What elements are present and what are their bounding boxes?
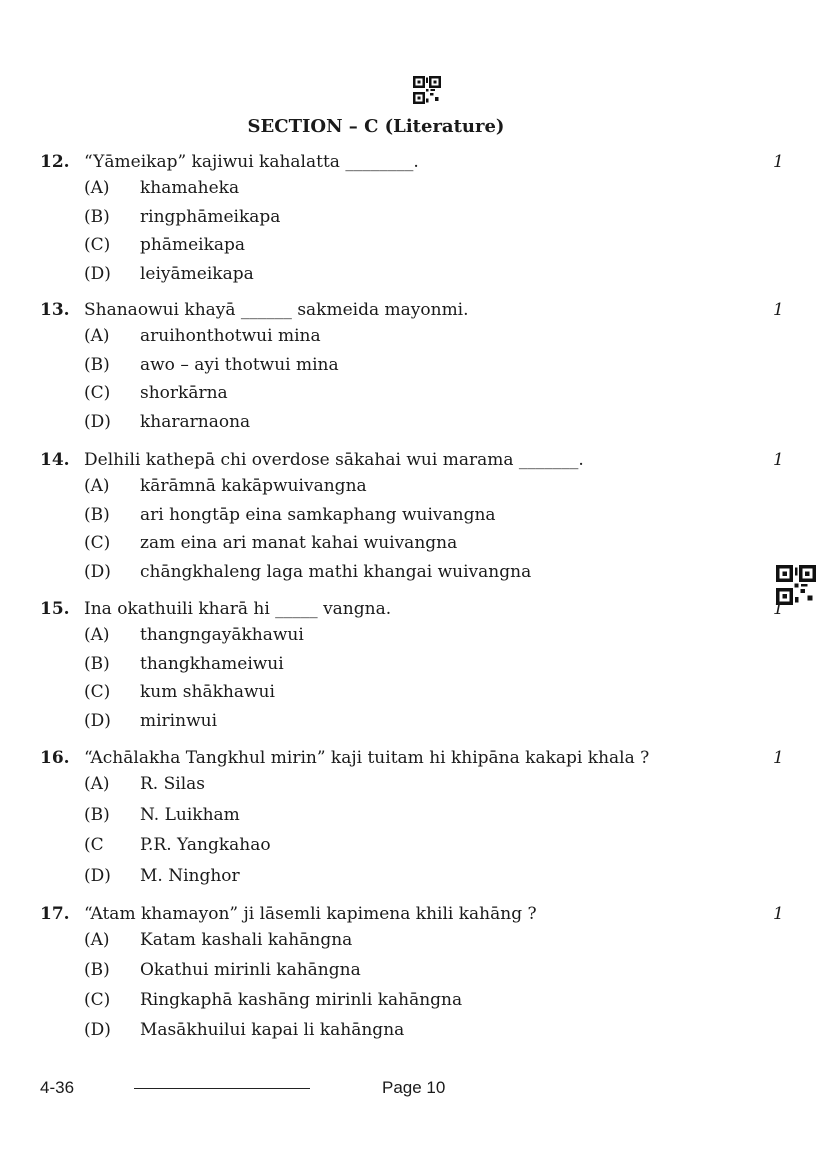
question-number: 12. xyxy=(40,152,70,172)
option-label: (C) xyxy=(84,990,111,1010)
option-text: kārāmnā kakāpwuivangna xyxy=(140,476,367,496)
option-text: zam eina ari manat kahai wuivangna xyxy=(140,533,458,553)
option-label: (B) xyxy=(84,960,110,980)
question-15 xyxy=(0,599,827,739)
option-text: leiyāmeikapa xyxy=(140,263,254,284)
question-16 xyxy=(0,748,827,896)
option-a xyxy=(0,178,827,207)
option-label: (B) xyxy=(84,206,110,227)
option-label: (C xyxy=(84,835,104,855)
option-text: N. Luikham xyxy=(140,804,240,825)
option-c xyxy=(0,682,827,711)
option-text: ari hongtāp eina samkaphang wuivangna xyxy=(140,504,496,525)
option-label: (C) xyxy=(84,383,111,403)
option-text: mirinwui xyxy=(140,710,218,731)
section-title: SECTION – C (Literature) xyxy=(247,116,505,137)
page-number: Page 10 xyxy=(382,1078,446,1097)
option-text: Okathui mirinli kahāngna xyxy=(140,960,361,980)
option-text: thangngayākhawui xyxy=(140,625,304,645)
option-label: (D) xyxy=(84,1020,111,1040)
option-label: (A) xyxy=(84,178,110,198)
option-d xyxy=(0,412,827,441)
question-marks: 1 xyxy=(773,599,784,619)
option-b xyxy=(0,207,827,236)
option-text: R. Silas xyxy=(140,774,205,794)
option-a xyxy=(0,476,827,505)
footer-rule xyxy=(134,1088,310,1089)
option-label: (B) xyxy=(84,653,110,674)
question-number: 14. xyxy=(40,450,70,470)
option-text: aruihonthotwui mina xyxy=(140,326,321,346)
option-c xyxy=(0,383,827,412)
option-text: M. Ninghor xyxy=(140,865,240,886)
question-marks: 1 xyxy=(773,748,784,768)
option-a xyxy=(0,326,827,355)
paper-code: 4-36 xyxy=(40,1078,75,1097)
option-a xyxy=(0,930,827,960)
question-text: “Yāmeikap” kajiwui kahalatta ________. xyxy=(84,152,419,172)
option-label: (D) xyxy=(84,865,111,886)
question-marks: 1 xyxy=(773,152,784,172)
option-label: (A) xyxy=(84,326,110,346)
option-text: P.R. Yangkahao xyxy=(140,835,271,855)
option-text: chāngkhaleng laga mathi khangai wuivangna xyxy=(140,561,532,582)
option-b xyxy=(0,505,827,534)
option-label: (D) xyxy=(84,263,111,284)
option-b xyxy=(0,654,827,683)
question-number: 13. xyxy=(40,300,70,320)
question-number: 17. xyxy=(40,904,70,924)
option-c xyxy=(0,533,827,562)
option-text: shorkārna xyxy=(140,383,228,403)
option-d xyxy=(0,1020,827,1050)
question-marks: 1 xyxy=(773,300,784,320)
option-label: (C) xyxy=(84,533,111,553)
question-14 xyxy=(0,450,827,590)
qr-code-icon xyxy=(413,76,441,104)
question-text: Delhili kathepā chi overdose sākahai wui marama _______. xyxy=(84,450,584,470)
option-c xyxy=(0,835,827,866)
option-label: (A) xyxy=(84,476,110,496)
option-label: (D) xyxy=(84,411,111,432)
option-label: (D) xyxy=(84,561,111,582)
option-text: ringphāmeikapa xyxy=(140,206,281,227)
option-a xyxy=(0,774,827,805)
option-d xyxy=(0,562,827,591)
question-12 xyxy=(0,152,827,292)
option-label: (B) xyxy=(84,354,110,375)
question-marks: 1 xyxy=(773,904,784,924)
option-b xyxy=(0,805,827,836)
option-text: khamaheka xyxy=(140,178,240,198)
question-text: Shanaowui khayā ______ sakmeida mayonmi. xyxy=(84,300,469,320)
option-text: phāmeikapa xyxy=(140,235,246,255)
question-13 xyxy=(0,300,827,440)
option-text: kum shākhawui xyxy=(140,682,275,702)
option-c xyxy=(0,990,827,1020)
option-d xyxy=(0,711,827,740)
option-text: Ringkaphā kashāng mirinli kahāngna xyxy=(140,990,463,1010)
option-label: (B) xyxy=(84,504,110,525)
option-label: (B) xyxy=(84,804,110,825)
question-marks: 1 xyxy=(773,450,784,470)
option-label: (C) xyxy=(84,682,111,702)
option-text: Masākhuilui kapai li kahāngna xyxy=(140,1020,405,1040)
option-b xyxy=(0,355,827,384)
option-label: (A) xyxy=(84,774,110,794)
option-label: (A) xyxy=(84,625,110,645)
option-text: thangkhameiwui xyxy=(140,653,284,674)
option-label: (C) xyxy=(84,235,111,255)
option-text: awo – ayi thotwui mina xyxy=(140,354,339,375)
question-number: 16. xyxy=(40,748,70,768)
question-17 xyxy=(0,904,827,1050)
question-number: 15. xyxy=(40,599,70,619)
option-text: Katam kashali kahāngna xyxy=(140,930,353,950)
option-d xyxy=(0,264,827,293)
option-d xyxy=(0,866,827,897)
question-text: “Atam khamayon” ji lāsemli kapimena khili kahāng ? xyxy=(84,904,537,924)
question-text: Ina okathuili kharā hi _____ vangna. xyxy=(84,599,392,619)
question-text: “Achālakha Tangkhul mirin” kaji tuitam hi khipāna kakapi khala ? xyxy=(84,748,650,768)
option-label: (A) xyxy=(84,930,110,950)
page-footer xyxy=(0,1078,827,1102)
option-b xyxy=(0,960,827,990)
option-c xyxy=(0,235,827,264)
option-text: khararnaona xyxy=(140,411,251,432)
option-label: (D) xyxy=(84,710,111,731)
option-a xyxy=(0,625,827,654)
